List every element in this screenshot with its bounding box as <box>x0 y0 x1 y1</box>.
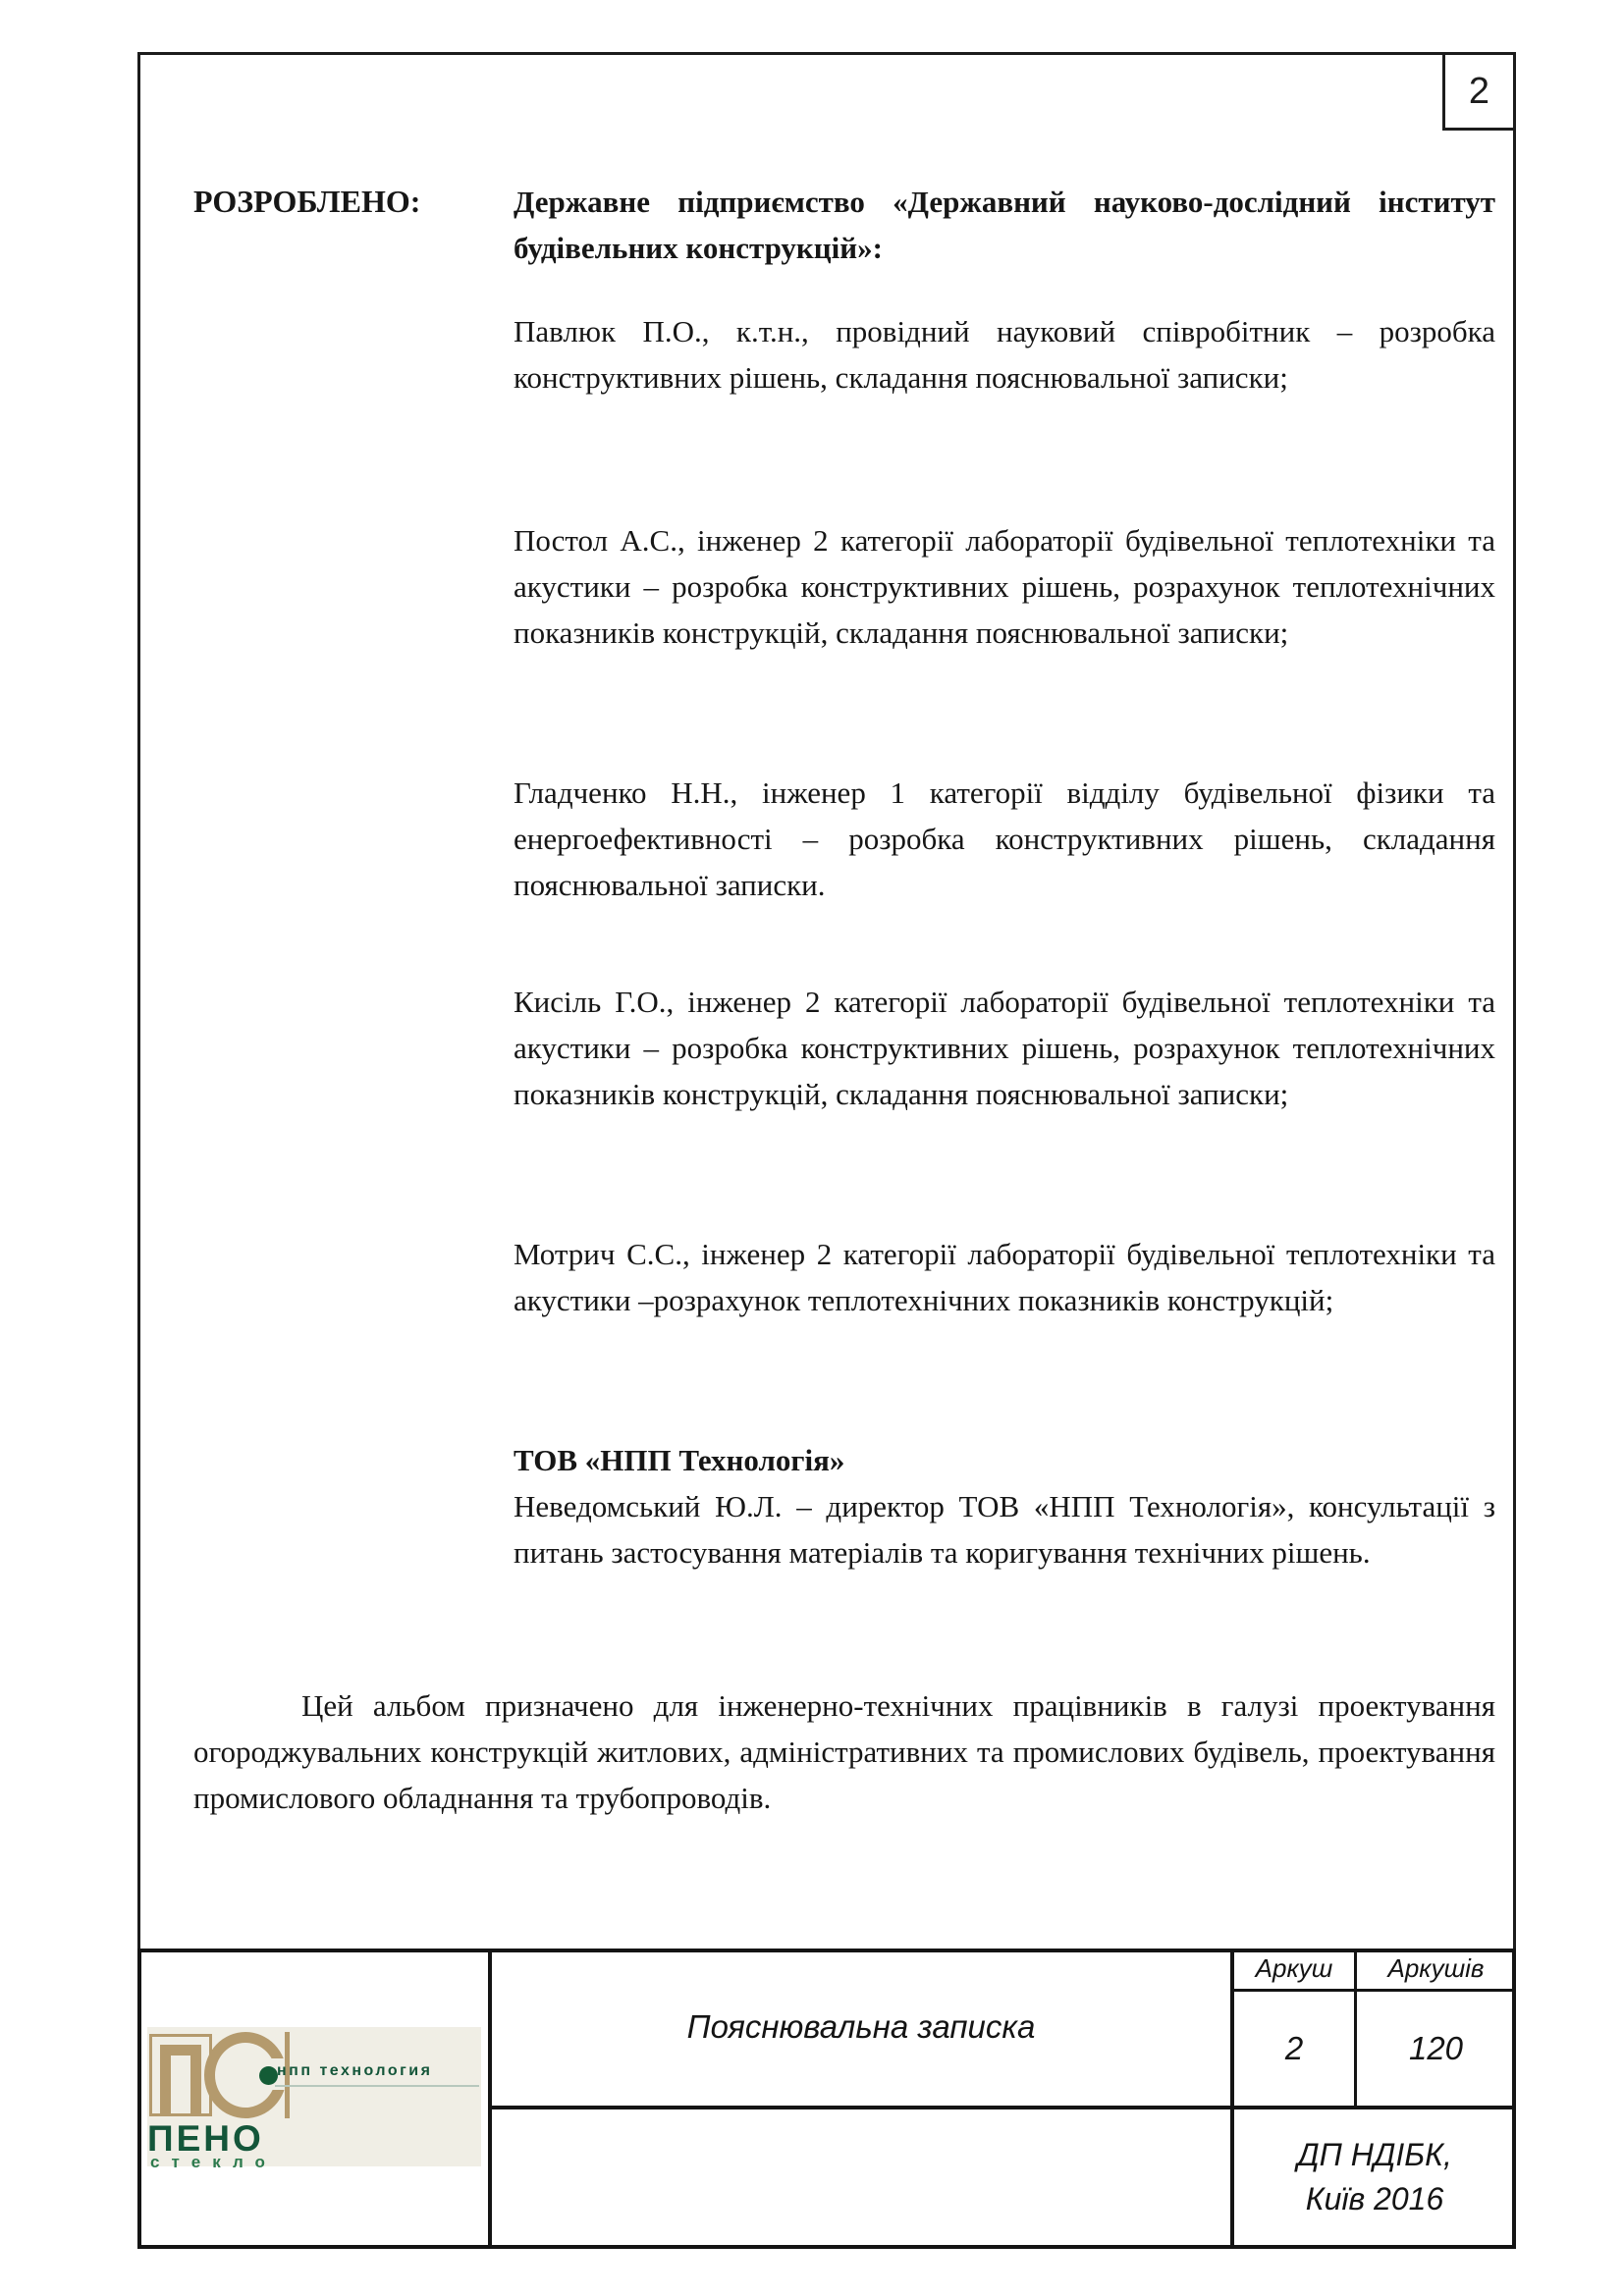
contributor-paragraph: Гладченко Н.Н., інженер 1 категорії відділу будівельної фізики та енергоефективності – розробка конструктивних рішень, складання пояснювальної записки. <box>514 775 1495 902</box>
logo-letter-p-icon <box>149 2034 212 2116</box>
footer-sheets-total: 120 <box>1408 2030 1464 2066</box>
contributor-paragraph: Мотрич С.С., інженер 2 категорії лабораторії будівельної теплотехніки та акустики –розрахунок теплотехнічних показників конструкцій; <box>514 1237 1495 1317</box>
footer-sheet-label: Аркуш <box>1255 1953 1333 1983</box>
footer-document-title: Пояснювальна записка <box>686 2008 1036 2045</box>
institute-header: Державне підприємство «Державний науково-дослідний інститут будівельних конструкцій»: <box>514 185 1495 265</box>
footer-sheet-number: 2 <box>1284 2030 1304 2066</box>
tov-block <box>514 1437 1495 1575</box>
developed-label: РОЗРОБЛЕНО: <box>193 184 421 219</box>
footer-org-line1: ДП НДІБК, <box>1297 2137 1452 2172</box>
footer-organization <box>1234 2109 1515 2245</box>
tov-text: Неведомський Ю.Л. – директор ТОВ «НПП Технологія», консультації з питань застосування матеріалів та коригування технічних рішень. <box>514 1489 1495 1570</box>
contributor-paragraph: Постол А.С., інженер 2 категорії лабораторії будівельної теплотехніки та акустики – розробка конструктивних рішень, розрахунок теплотехнічних показників конструкцій, складання пояснювальної записки; <box>514 523 1495 650</box>
contributor-paragraph: Павлюк П.О., к.т.н., провідний науковий співробітник – розробка конструктивних рішень, складання пояснювальної записки; <box>514 314 1495 395</box>
footer-org-line2: Київ 2016 <box>1305 2181 1444 2216</box>
page-number: 2 <box>1468 70 1490 112</box>
page-number-box <box>1442 52 1516 131</box>
tov-header: ТОВ «НПП Технологія» <box>514 1443 845 1477</box>
logo-underline <box>275 2085 479 2087</box>
contributor-paragraph: Кисіль Г.О., інженер 2 категорії лабораторії будівельної теплотехніки та акустики – розробка конструктивних рішень, розрахунок теплотехнічних показників конструкцій, складання пояснювальної записки; <box>514 985 1495 1111</box>
logo-dot-icon <box>259 2066 278 2085</box>
logo-brand-top: ПЕНО <box>147 2118 264 2159</box>
logo-brand-bottom: стекло <box>150 2153 277 2171</box>
logo-company-name: нпп технология <box>277 2062 433 2079</box>
footer-sheets-label: Аркушів <box>1387 1953 1485 1983</box>
closing-paragraph: Цей альбом призначено для інженерно-технічних працівників в галузі проектування огороджувальних конструкцій житлових, адміністративних та промислових будівель, проектування промислового обладнання та трубопроводів. <box>193 1688 1495 1815</box>
company-logo <box>147 2027 481 2171</box>
